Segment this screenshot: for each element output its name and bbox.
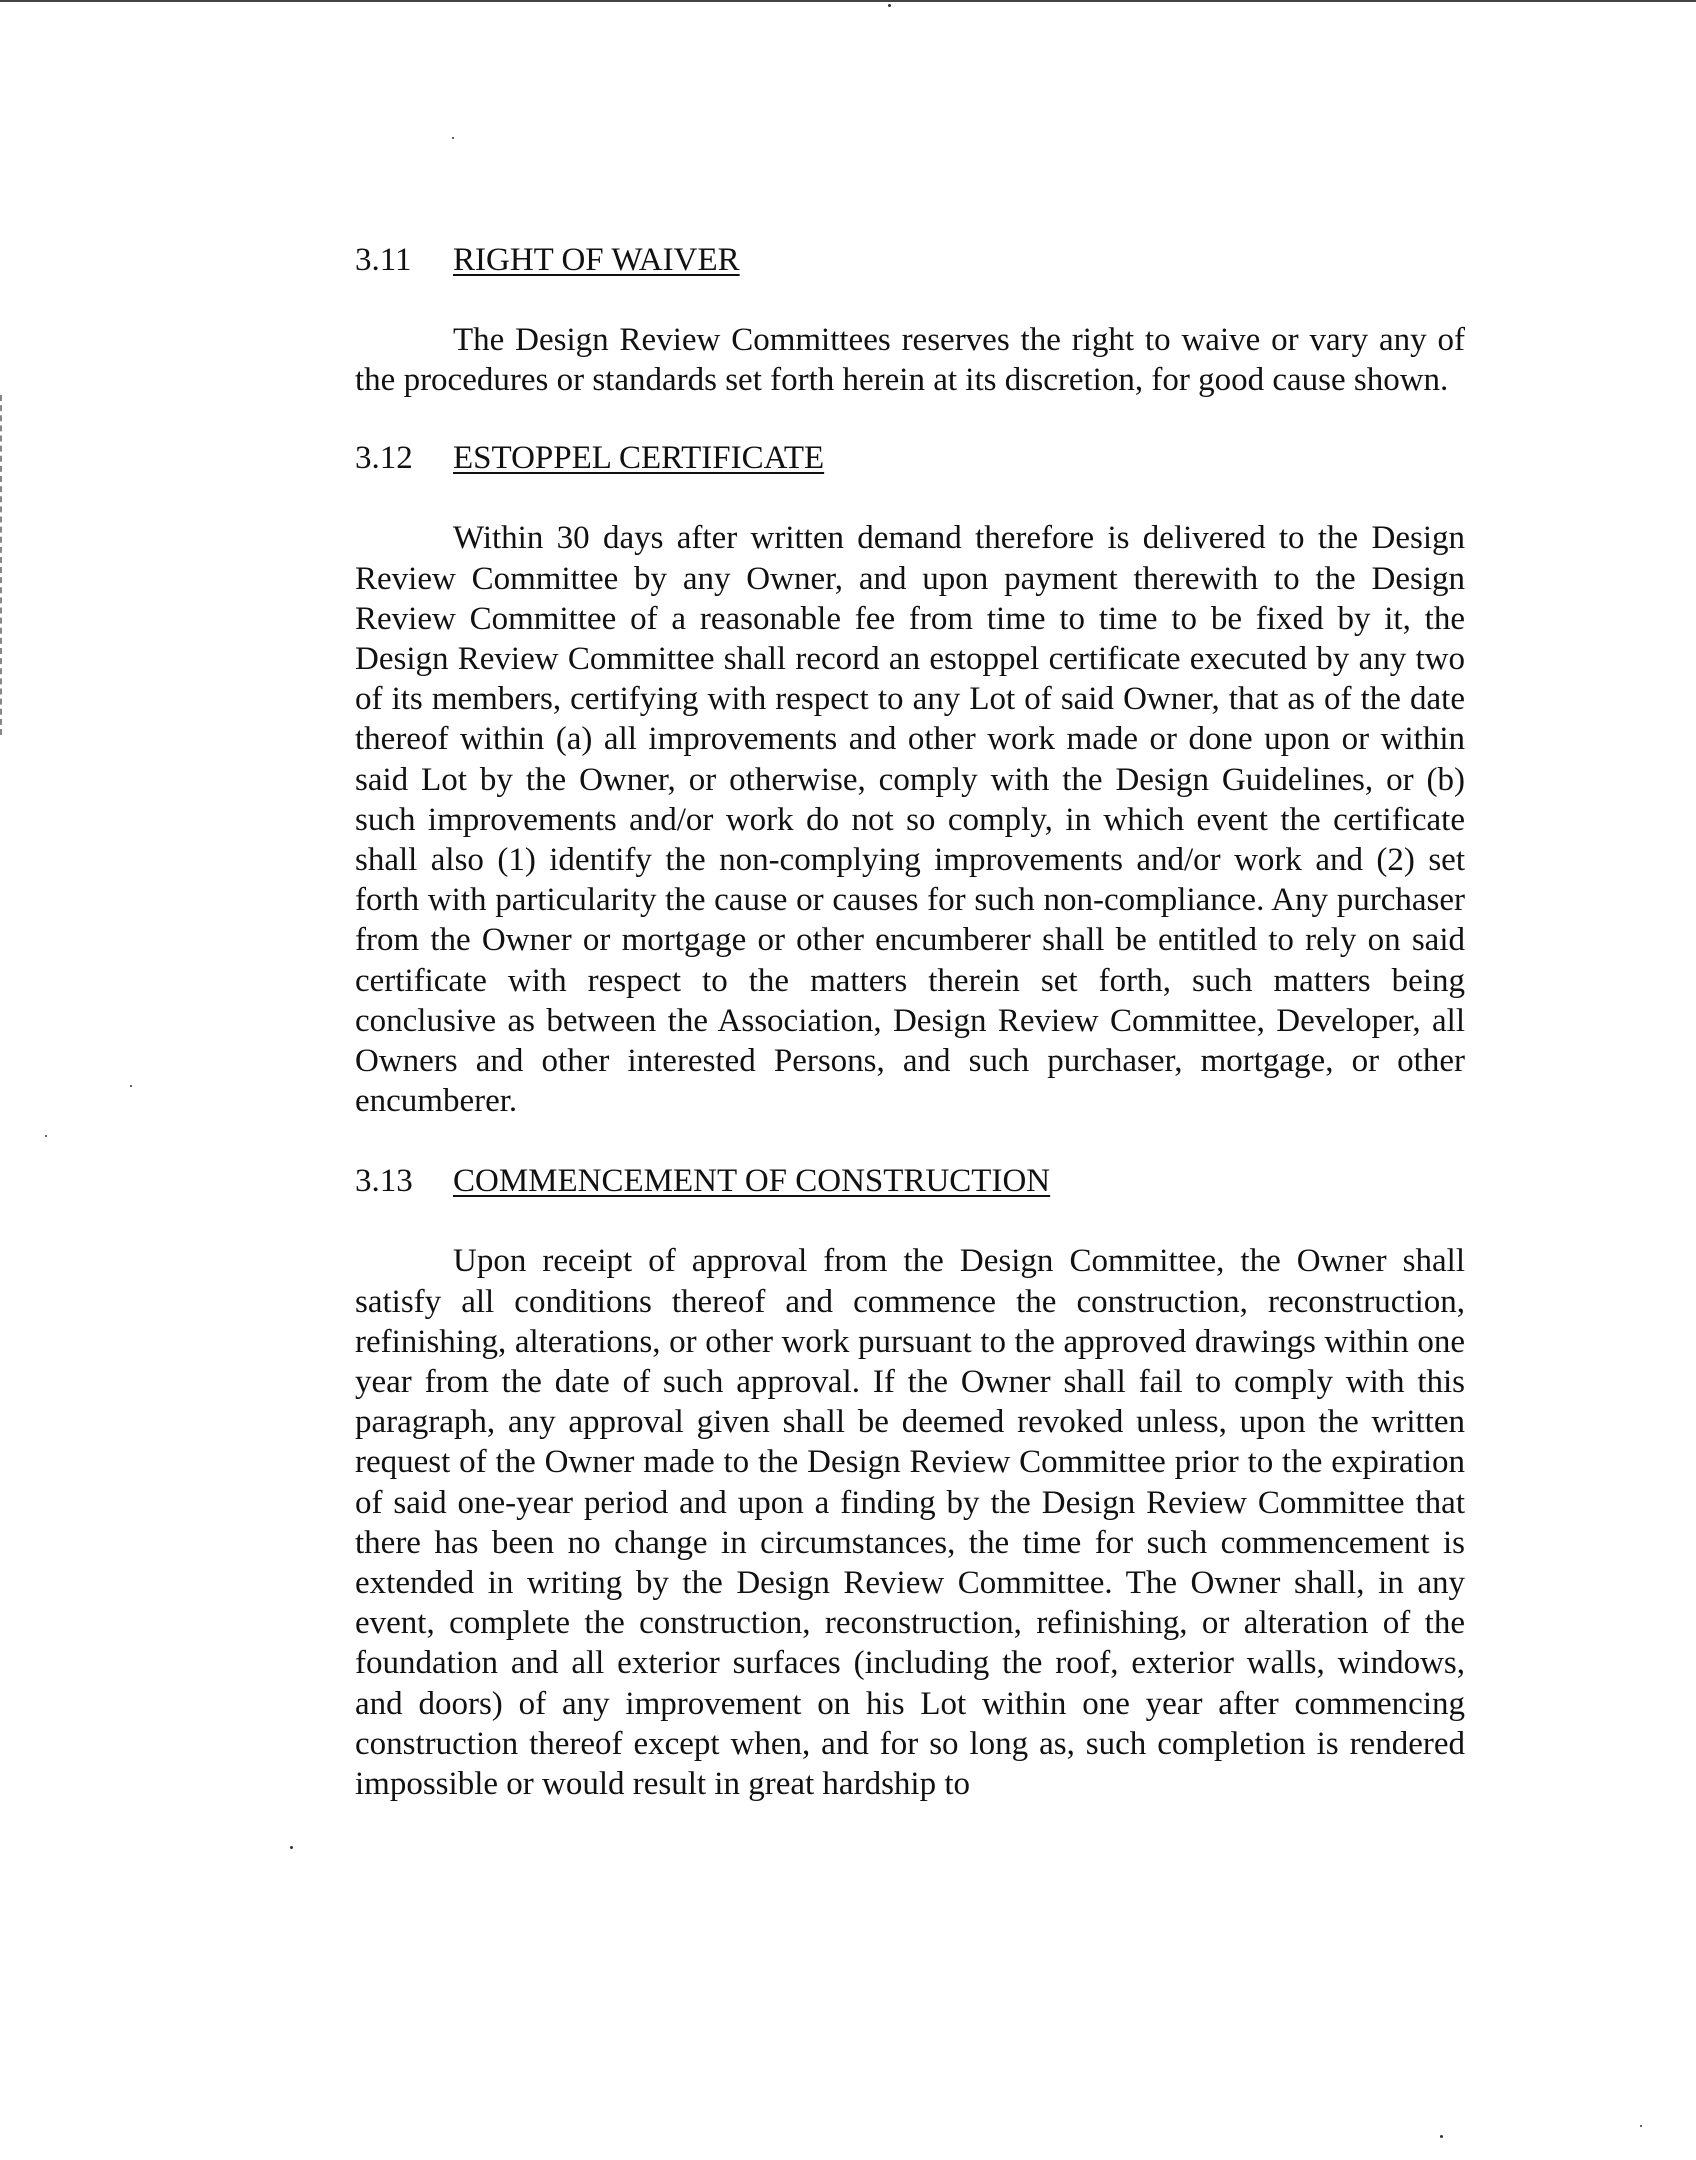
- section-heading: [355, 240, 1465, 280]
- document-body: [355, 240, 1465, 1804]
- section-number: 3.13: [355, 1163, 413, 1200]
- section-commencement-of-construction: [355, 1161, 1465, 1804]
- scan-speck: [888, 4, 891, 7]
- section-paragraph: Upon receipt of approval from the Design Committee, the Owner shall satisfy all conditions thereof and commence the construction, reconstruction, refinishing, alterations, or other work pursuant to the approved drawings within one year from the date of such approval. If the Owner shall fail to comply with this paragraph, any approval given shall be deemed revoked unless, upon the written request of the Owner made to the Design Review Committee prior to the expiration of said one-year period and upon a finding by the Design Review Committee that there has been no change in circumstances, the time for such commencement is extended in writing by the Design Review Committee. The Owner shall, in any event, complete the construction, reconstruction, refinishing, or alteration of the foundation and all exterior surfaces (including the roof, exterior walls, windows, and doors) of any improvement on his Lot within one year after commencing construction thereof except when, and for so long as, such completion is rendered impossible or would result in great hardship to: [355, 1243, 1465, 1803]
- section-paragraph: Within 30 days after written demand therefore is delivered to the Design Review Committee by any Owner, and upon payment therewith to the Design Review Committee of a reasonable fee from time to time to be fixed by it, the Design Review Committee shall record an estoppel certificate executed by any two of its members, certifying with respect to any Lot of said Owner, that as of the date thereof within (a) all improvements and other work made or done upon or within said Lot by the Owner, or otherwise, comply with the Design Guidelines, or (b) such improvements and/or work do not so comply, in which event the certificate shall also (1) identify the non-complying improvements and/or work and (2) set forth with particularity the cause or causes for such non-compliance. Any purchaser from the Owner or mortgage or other encumberer shall be entitled to rely on said certificate with respect to the matters therein set forth, such matters being conclusive as between the Association, Design Review Committee, Developer, all Owners and other interested Persons, and such purchaser, mortgage, or other encumberer.: [355, 520, 1465, 1120]
- scan-speck: [1640, 2125, 1642, 2127]
- scan-speck: [1440, 2135, 1443, 2138]
- scan-binding-marks: [0, 395, 6, 735]
- section-number: 3.12: [355, 440, 413, 477]
- scan-speck: [45, 1135, 47, 1137]
- section-heading: [355, 1161, 1465, 1201]
- section-title: COMMENCEMENT OF CONSTRUCTION: [453, 1163, 1051, 1200]
- section-right-of-waiver: [355, 240, 1465, 400]
- section-heading: [355, 438, 1465, 478]
- section-title: ESTOPPEL CERTIFICATE: [453, 440, 825, 477]
- scan-speck: [130, 1085, 132, 1087]
- section-title: RIGHT OF WAIVER: [453, 242, 740, 278]
- scan-speck: [290, 1846, 293, 1849]
- section-estoppel-certificate: [355, 438, 1465, 1121]
- scan-top-edge: [0, 0, 1696, 2]
- scan-speck: [452, 137, 454, 139]
- section-paragraph: The Design Review Committees reserves the right to waive or vary any of the procedures or standards set forth herein at its discretion, for good cause shown.: [355, 322, 1465, 399]
- section-number: 3.11: [355, 242, 412, 278]
